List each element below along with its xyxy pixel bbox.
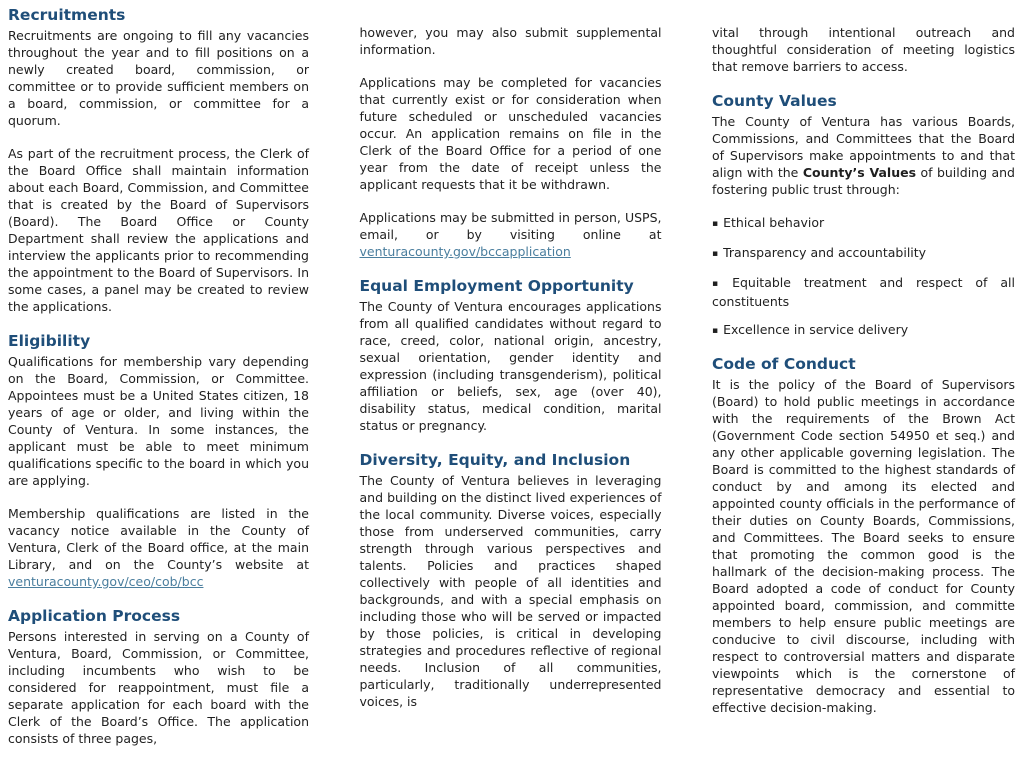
paragraph-eligibility-2 <box>8 505 309 590</box>
paragraph-code-of-conduct: It is the policy of the Board of Supervisors (Board) to hold public meetings in accordance with the requirements of the Brown Act (Government Code section 54950 et seq.) and any other applicable governing legislation. The Board is committed to the highest standards of conduct by and among its elected and appointed county officials in the performance of their duties on County Boards, Commissions, and Committees. The Board seeks to ensure that promoting the common good is the hallmark of the decision-making process. The Board adopted a code of conduct for County appointed board, commission, and committe members to help ensure public meetings are conducive to civil discourse, including with respect to controversial matters and disparate viewpoints which is the cornerstone of representative democracy and essential to effective decision-making. <box>712 377 1015 715</box>
bullet-ethical-behavior: Ethical behavior <box>723 215 825 230</box>
column-middle <box>360 5 662 782</box>
paragraph-eligibility-1: Qualifications for membership vary depending on the Board, Commission, or Committee. Appointees must be a United States citizen, 18 years of age or older, and living within the County of Ventura. In some instances, the applicant must be able to meet minimum qualifications specific to the board in which you are applying. <box>8 354 309 488</box>
column-right <box>712 5 1015 782</box>
list-item <box>712 274 1015 310</box>
heading-recruitments: Recruitments <box>8 6 126 24</box>
heading-application-process: Application Process <box>8 607 181 625</box>
paragraph-dei: The County of Ventura believes in leveraging and building on the distinct lived experiences of the local community. Diverse voices, especially those from underserved communities, carry strength through various perspectives and talents. Policies and practices shaped collectively with people of all identities and backgrounds, and with a special emphasis on including those who will be served or impacted by those policies, is critical in developing strategies and procedures reflective of regional needs. Inclusion of all communities, particularly, traditionally underrepresented voices, is <box>359 473 662 709</box>
paragraph-recruitments-1: Recruitments are ongoing to fill any vacancies throughout the year and to fill positions on a newly created board, commission, or committee or to provide sufficient members on a board, commission, or committee for a quorum. <box>8 28 309 128</box>
paragraph-recruitments-2: As part of the recruitment process, the Clerk of the Board Office shall maintain information about each Board, Commission, and Committee that is created by the Board of Supervisors (Board). The Board Office or County Department shall review the applications and interview the applicants prior to recommending the appointment to the Board of Supervisors. In some cases, a panel may be created to review the applications. <box>8 146 309 314</box>
paragraph-dei-continued: vital through intentional outreach and thoughtful consideration of meeting logistics that remove barriers to access. <box>712 25 1015 74</box>
county-values-bold-text: County’s Values <box>802 165 917 180</box>
column-left <box>8 5 309 782</box>
bullet-excellence: Excellence in service delivery <box>723 322 909 337</box>
link-bccapplication[interactable]: venturacounty.gov/bccapplication <box>359 244 571 259</box>
paragraph-eeo: The County of Ventura encourages applications from all qualified candidates without regard to race, creed, color, national origin, ancestry, sexual orientation, gender identity and expression (including transgenderism), political affiliation or beliefs, sex, age (over 40), disability status, medical condition, marital status or pregnancy. <box>359 299 662 433</box>
paragraph-county-values <box>712 113 1015 198</box>
heading-equal-employment-opportunity: Equal Employment Opportunity <box>359 277 634 295</box>
paragraph-application-process: Persons interested in serving on a County of Ventura, Board, Commission, or Committee, including incumbents who wish to be considered for reappointment, must file a separate application for each board with the Clerk of the Board’s Office. The application consists of three pages, <box>8 629 309 746</box>
paragraph-eligibility-2-text: Membership qualifications are listed in the vacancy notice available in the County of Ventura, Clerk of the Board office, at the main Library, and on the County’s website at <box>8 506 309 572</box>
heading-diversity-equity-inclusion: Diversity, Equity, and Inclusion <box>359 451 631 469</box>
paragraph-application-continued: however, you may also submit supplemental information. <box>359 25 662 57</box>
heading-county-values: County Values <box>712 92 837 110</box>
list-item <box>712 214 1015 233</box>
paragraph-applications-submit-text: Applications may be submitted in person, USPS, email, or by visiting online at <box>359 210 662 242</box>
list-item <box>712 321 1015 340</box>
square-bullet-icon: ▪ <box>712 326 719 336</box>
square-bullet-icon: ▪ <box>712 219 719 229</box>
paragraph-applications-vacancies: Applications may be completed for vacancies that currently exist or for consideration when future scheduled or unscheduled vacancies occur. An application remains on file in the Clerk of the Board Office for a period of one year from the date of receipt unless the applicant requests that it be withdrawn. <box>359 75 662 192</box>
county-values-bullet-list <box>712 214 1015 340</box>
paragraph-county-values-after: of building and fostering public trust through: <box>712 165 1015 197</box>
paragraph-county-values-before: The County of Ventura has various Boards, Commissions, and Committees that the Board of Supervisors make appointments to and that align with the <box>712 114 1015 180</box>
heading-code-of-conduct: Code of Conduct <box>712 355 856 373</box>
heading-eligibility: Eligibility <box>8 332 91 350</box>
paragraph-applications-submit <box>360 209 662 260</box>
link-ceo-cob-bcc[interactable]: venturacounty.gov/ceo/cob/bcc <box>8 574 204 589</box>
square-bullet-icon: ▪ <box>712 279 728 289</box>
bullet-equitable-treatment: Equitable treatment and respect of all constituents <box>712 275 1015 309</box>
bullet-transparency: Transparency and accountability <box>723 245 927 260</box>
square-bullet-icon: ▪ <box>712 249 719 259</box>
list-item <box>712 244 1015 263</box>
